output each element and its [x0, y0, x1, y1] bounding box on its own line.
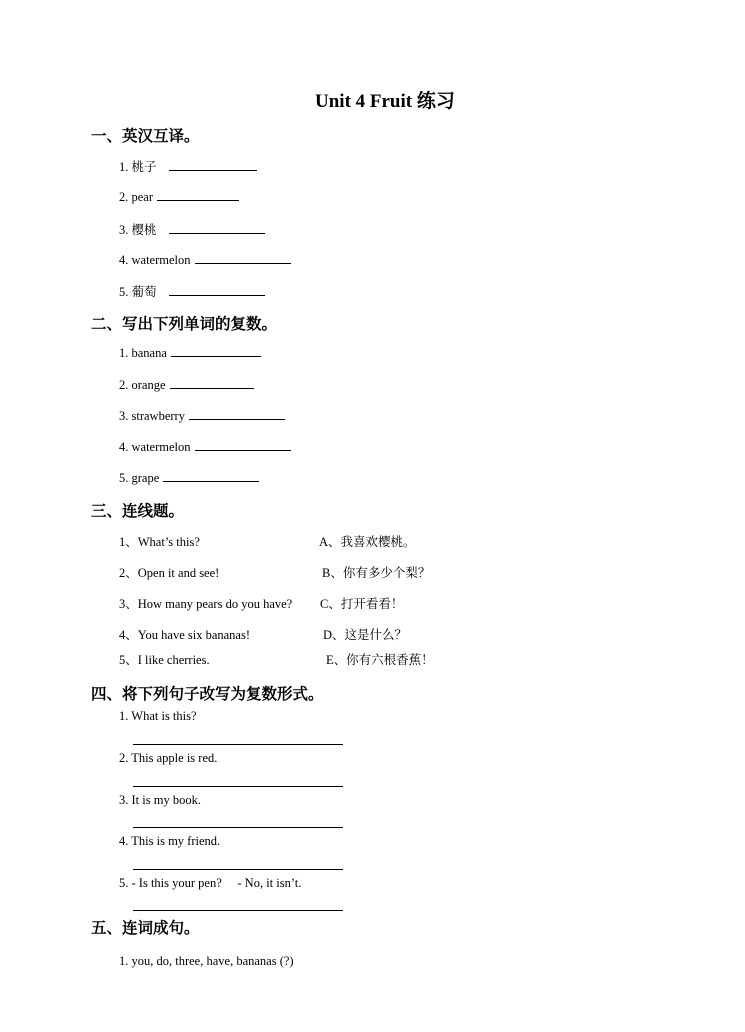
list-item: 1. 桃子	[119, 157, 257, 175]
list-item: 4. watermelon	[119, 438, 291, 455]
match-right-item[interactable]: D、这是什么？	[323, 628, 408, 642]
answer-blank[interactable]	[169, 158, 257, 171]
match-left-item[interactable]: 2、Open it and see!	[119, 566, 220, 580]
section-heading-translate: 一、英汉互译。	[91, 127, 200, 145]
page-title: Unit 4 Fruit 练习	[315, 91, 455, 112]
section-heading-plural: 二、写出下列单词的复数。	[91, 315, 278, 333]
list-item: 5. grape	[119, 469, 259, 486]
list-item: 4. watermelon	[119, 251, 291, 268]
match-right-item[interactable]: E、你有六根香蕉！	[326, 653, 434, 667]
list-item: 1. banana	[119, 344, 261, 361]
section-heading-rewrite: 四、将下列句子改写为复数形式。	[91, 685, 324, 703]
answer-blank[interactable]	[170, 376, 254, 389]
match-right-item[interactable]: B、你有多少个梨？	[322, 566, 431, 580]
list-item: 3. strawberry	[119, 407, 285, 424]
list-item: 2. This apple is red.	[119, 751, 218, 765]
list-item: 5. 葡萄	[119, 282, 265, 300]
list-item: 5. - Is this your pen? - No, it isn’t.	[119, 876, 302, 890]
list-item: 1. you, do, three, have, bananas (?)	[119, 954, 294, 968]
match-right-item[interactable]: C、打开看看！	[320, 597, 404, 611]
list-item: 4. This is my friend.	[119, 834, 221, 848]
section-heading-matching: 三、连线题。	[91, 502, 185, 520]
match-left-item[interactable]: 5、I like cherries.	[119, 653, 210, 667]
answer-blank[interactable]	[189, 407, 285, 420]
answer-line[interactable]	[133, 827, 343, 828]
answer-line[interactable]	[133, 910, 343, 911]
answer-blank[interactable]	[157, 188, 239, 201]
list-item: 2. pear	[119, 188, 239, 205]
match-left-item[interactable]: 4、You have six bananas!	[119, 628, 251, 642]
match-left-item[interactable]: 3、How many pears do you have?	[119, 597, 293, 611]
answer-blank[interactable]	[171, 344, 261, 357]
answer-line[interactable]	[133, 744, 343, 745]
list-item: 1. What is this?	[119, 709, 197, 723]
list-item: 3. It is my book.	[119, 793, 201, 807]
answer-blank[interactable]	[195, 251, 291, 264]
match-left-item[interactable]: 1、What’s this?	[119, 535, 200, 549]
list-item: 2. orange	[119, 376, 254, 393]
match-right-item[interactable]: A、我喜欢樱桃。	[319, 535, 416, 549]
section-heading-word-order: 五、连词成句。	[91, 919, 200, 937]
answer-blank[interactable]	[169, 283, 265, 296]
list-item: 3. 樱桃	[119, 220, 265, 238]
answer-blank[interactable]	[195, 438, 291, 451]
answer-line[interactable]	[133, 786, 343, 787]
answer-blank[interactable]	[163, 469, 259, 482]
answer-blank[interactable]	[169, 221, 265, 234]
answer-line[interactable]	[133, 869, 343, 870]
